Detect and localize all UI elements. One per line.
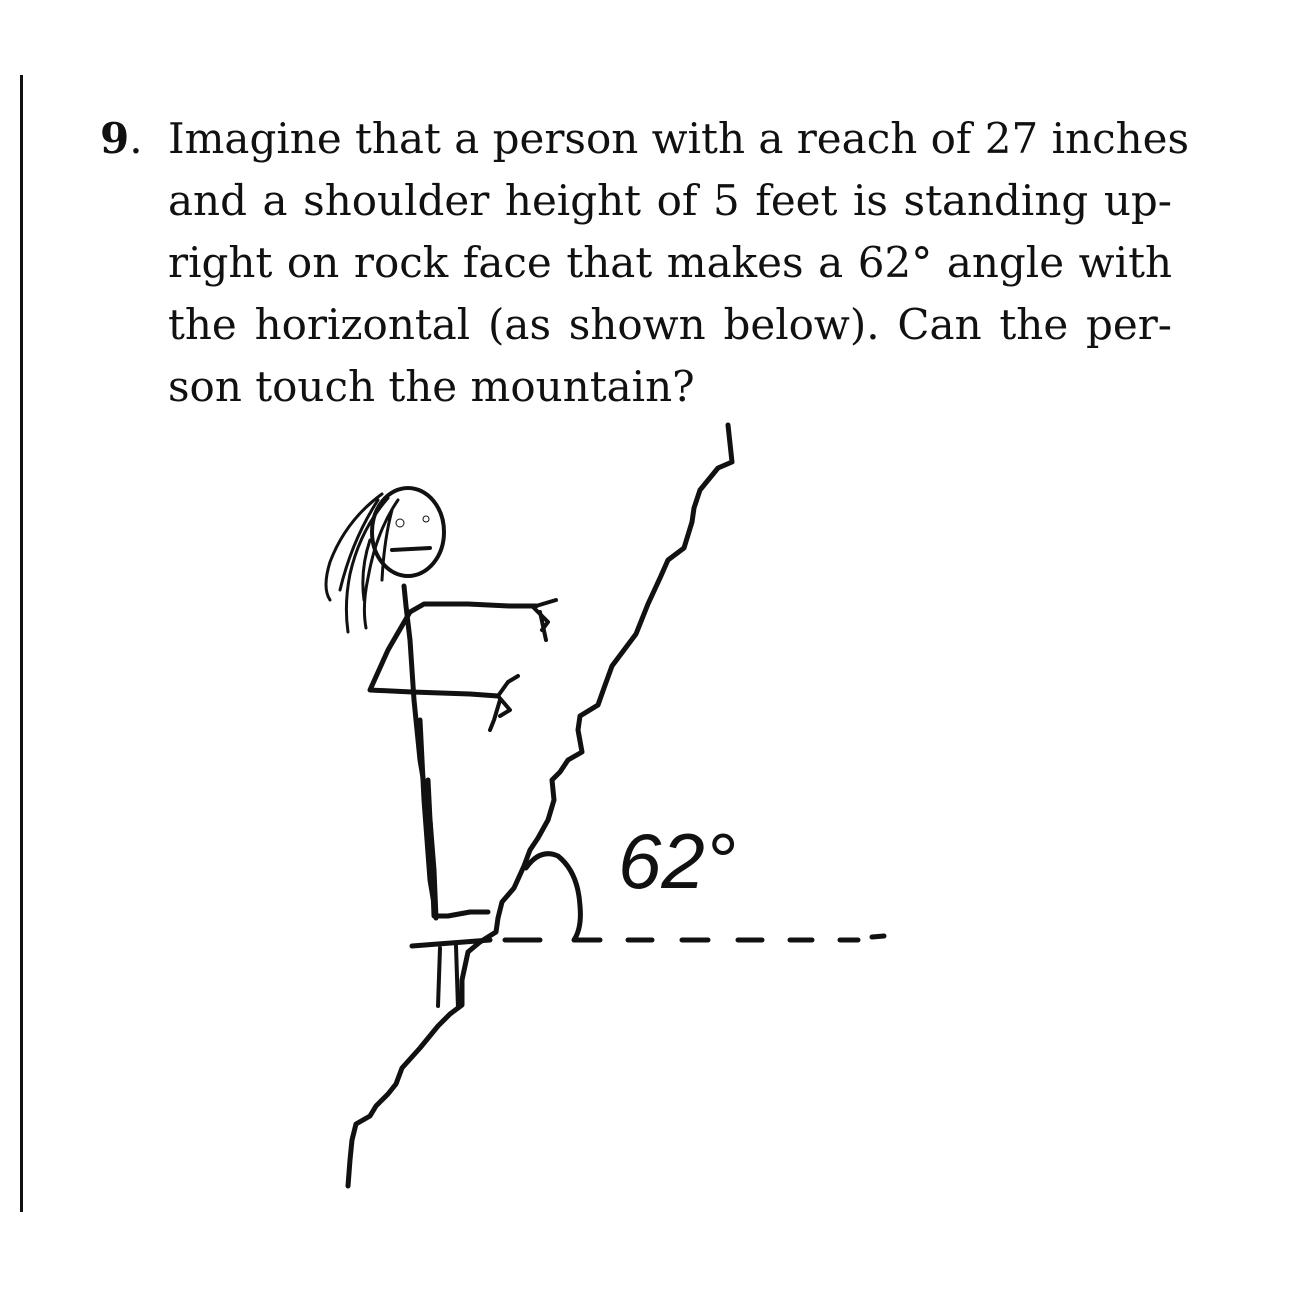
horizontal-dashed-line <box>505 936 884 940</box>
problem-number-suffix: . <box>129 114 143 163</box>
rock-face-ledge-drop <box>438 946 458 1008</box>
eye-right <box>423 516 429 522</box>
upper-arm <box>410 604 536 612</box>
problem-line: and a shoulder height of 5 feet is standing up- <box>168 176 1172 225</box>
torso-back <box>370 612 498 696</box>
rock-face-upper <box>348 425 732 1186</box>
upper-hand <box>532 600 556 640</box>
problem-line: son touch the mountain? <box>168 362 695 411</box>
problem-line: Imagine that a person with a reach of 27 inches <box>168 114 1190 163</box>
eye-left <box>396 519 404 527</box>
mouth <box>392 548 430 550</box>
hair <box>326 494 398 632</box>
problem-line: the horizontal (as shown below). Can the per- <box>168 300 1172 349</box>
angle-arc <box>526 854 580 940</box>
angle-label: 62° <box>618 817 736 905</box>
lower-hand <box>490 676 518 730</box>
problem-number-value: 9 <box>100 114 130 163</box>
problem-line: right on rock face that makes a 62° angle with <box>168 238 1172 287</box>
